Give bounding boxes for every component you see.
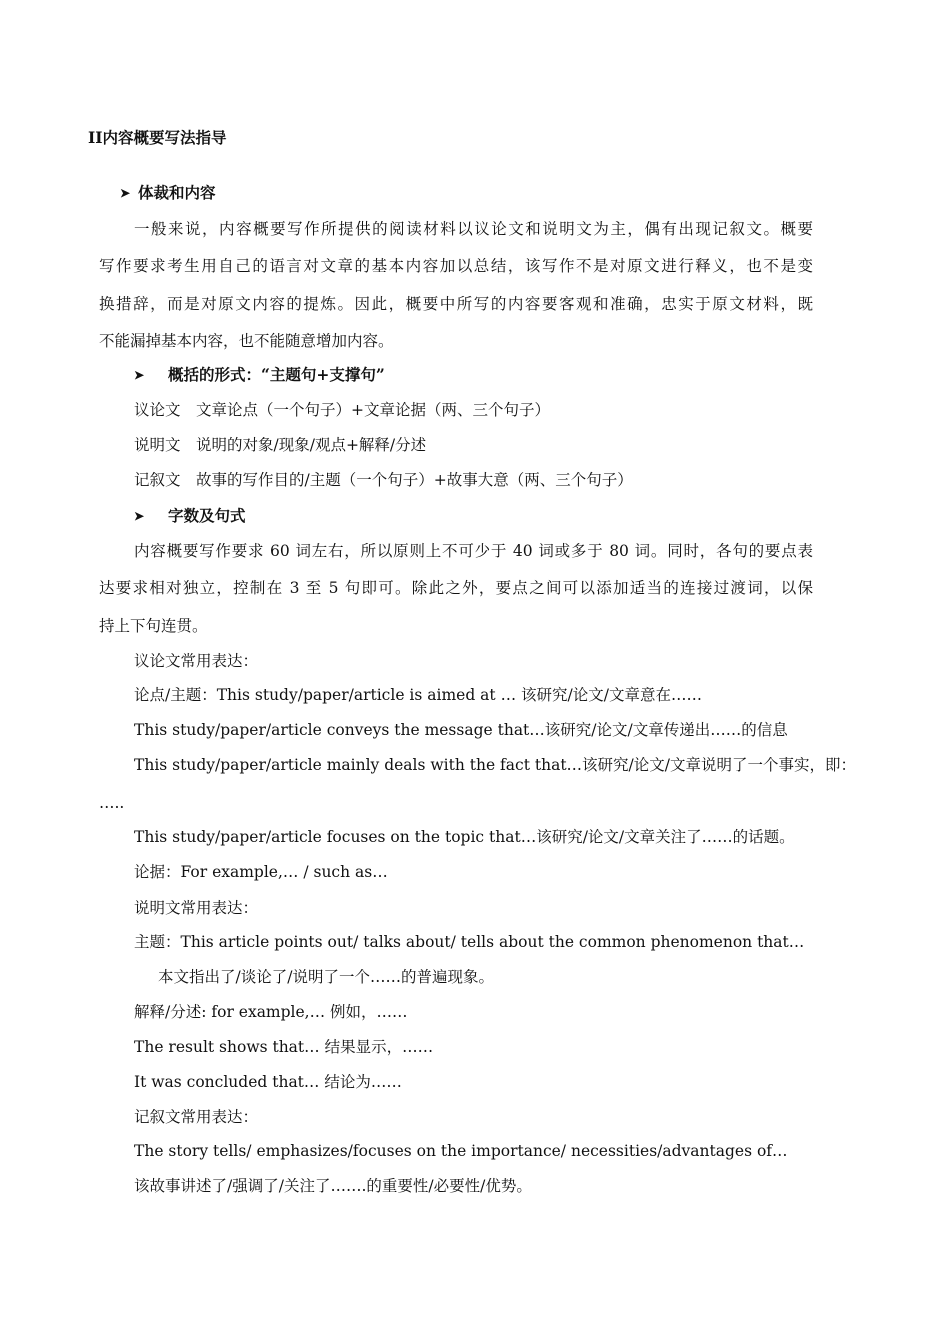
form-row: 记叙文 故事的写作目的/主题（一个句子）+故事大意（两、三个句子） — [134, 471, 633, 489]
heading-text: 体裁和内容 — [138, 183, 216, 202]
expression-line: The story tells/ emphasizes/focuses on the importance/ necessities/advantages of… — [134, 1142, 788, 1160]
expression-line: 主题：This article points out/ talks about/ tells about the common phenomenon that… — [134, 933, 805, 951]
expression-line: 该故事讲述了/强调了/关注了…….的重要性/必要性/优势。 — [134, 1177, 532, 1195]
form-row: 说明文 说明的对象/现象/观点+解释/分述 — [134, 436, 427, 454]
paragraph-line: 换措辞，而是对原文内容的提炼。因此，概要中所写的内容要客观和准确，忠实于原文材料，既 — [99, 295, 813, 313]
heading-text: 概括的形式：“主题句+支撑句” — [168, 365, 385, 384]
arrowhead-bullet-icon: ➤ — [134, 368, 145, 382]
section-heading-genre — [120, 182, 216, 204]
expression-line: This study/paper/article focuses on the topic that…该研究/论文/文章关注了……的话题。 — [134, 828, 795, 846]
expression-line: 论点/主题：This study/paper/article is aimed at … 该研究/论文/文章意在…… — [134, 686, 702, 704]
narrative-label: 记叙文常用表达： — [134, 1108, 259, 1126]
arrowhead-bullet-icon: ➤ — [120, 186, 131, 200]
paragraph-line: 持上下句连贯。 — [99, 617, 208, 635]
paragraph-line: 达要求相对独立，控制在 3 至 5 句即可。除此之外，要点之间可以添加适当的连接过渡词，以保 — [99, 579, 813, 597]
section-heading-form — [134, 364, 385, 386]
section-heading-count — [134, 505, 246, 527]
expression-line: The result shows that… 结果显示，…… — [134, 1038, 434, 1056]
arrowhead-bullet-icon: ➤ — [134, 509, 145, 523]
expression-line: ….. — [99, 794, 125, 812]
expression-line: It was concluded that… 结论为…… — [134, 1073, 402, 1091]
expression-line: 论据：For example,… / such as… — [134, 863, 388, 881]
heading-text: 字数及句式 — [168, 506, 246, 525]
paragraph-line: 一般来说，内容概要写作所提供的阅读材料以议论文和说明文为主，偶有出现记叙文。概要 — [134, 220, 813, 238]
paragraph-line: 不能漏掉基本内容，也不能随意增加内容。 — [99, 332, 394, 350]
expression-line: 解释/分述: for example,… 例如，…… — [134, 1003, 408, 1021]
page-title: II内容概要写法指导 — [88, 128, 227, 147]
expository-label: 说明文常用表达： — [134, 899, 259, 917]
form-row: 议论文 文章论点（一个句子）+文章论据（两、三个句子） — [134, 401, 550, 419]
paragraph-line: 写作要求考生用自己的语言对文章的基本内容加以总结，该写作不是对原文进行释义，也不是变 — [99, 257, 813, 275]
expression-line: 本文指出了/谈论了/说明了一个……的普遍现象。 — [158, 968, 494, 986]
expression-line: This study/paper/article conveys the message that…该研究/论文/文章传递出……的信息 — [134, 721, 788, 739]
paragraph-line: 内容概要写作要求 60 词左右，所以原则上不可少于 40 词或多于 80 词。同时，各句的要点表 — [134, 542, 813, 560]
argumentative-label: 议论文常用表达： — [134, 652, 259, 670]
expression-line: This study/paper/article mainly deals with the fact that…该研究/论文/文章说明了一个事实，即： — [134, 756, 857, 774]
